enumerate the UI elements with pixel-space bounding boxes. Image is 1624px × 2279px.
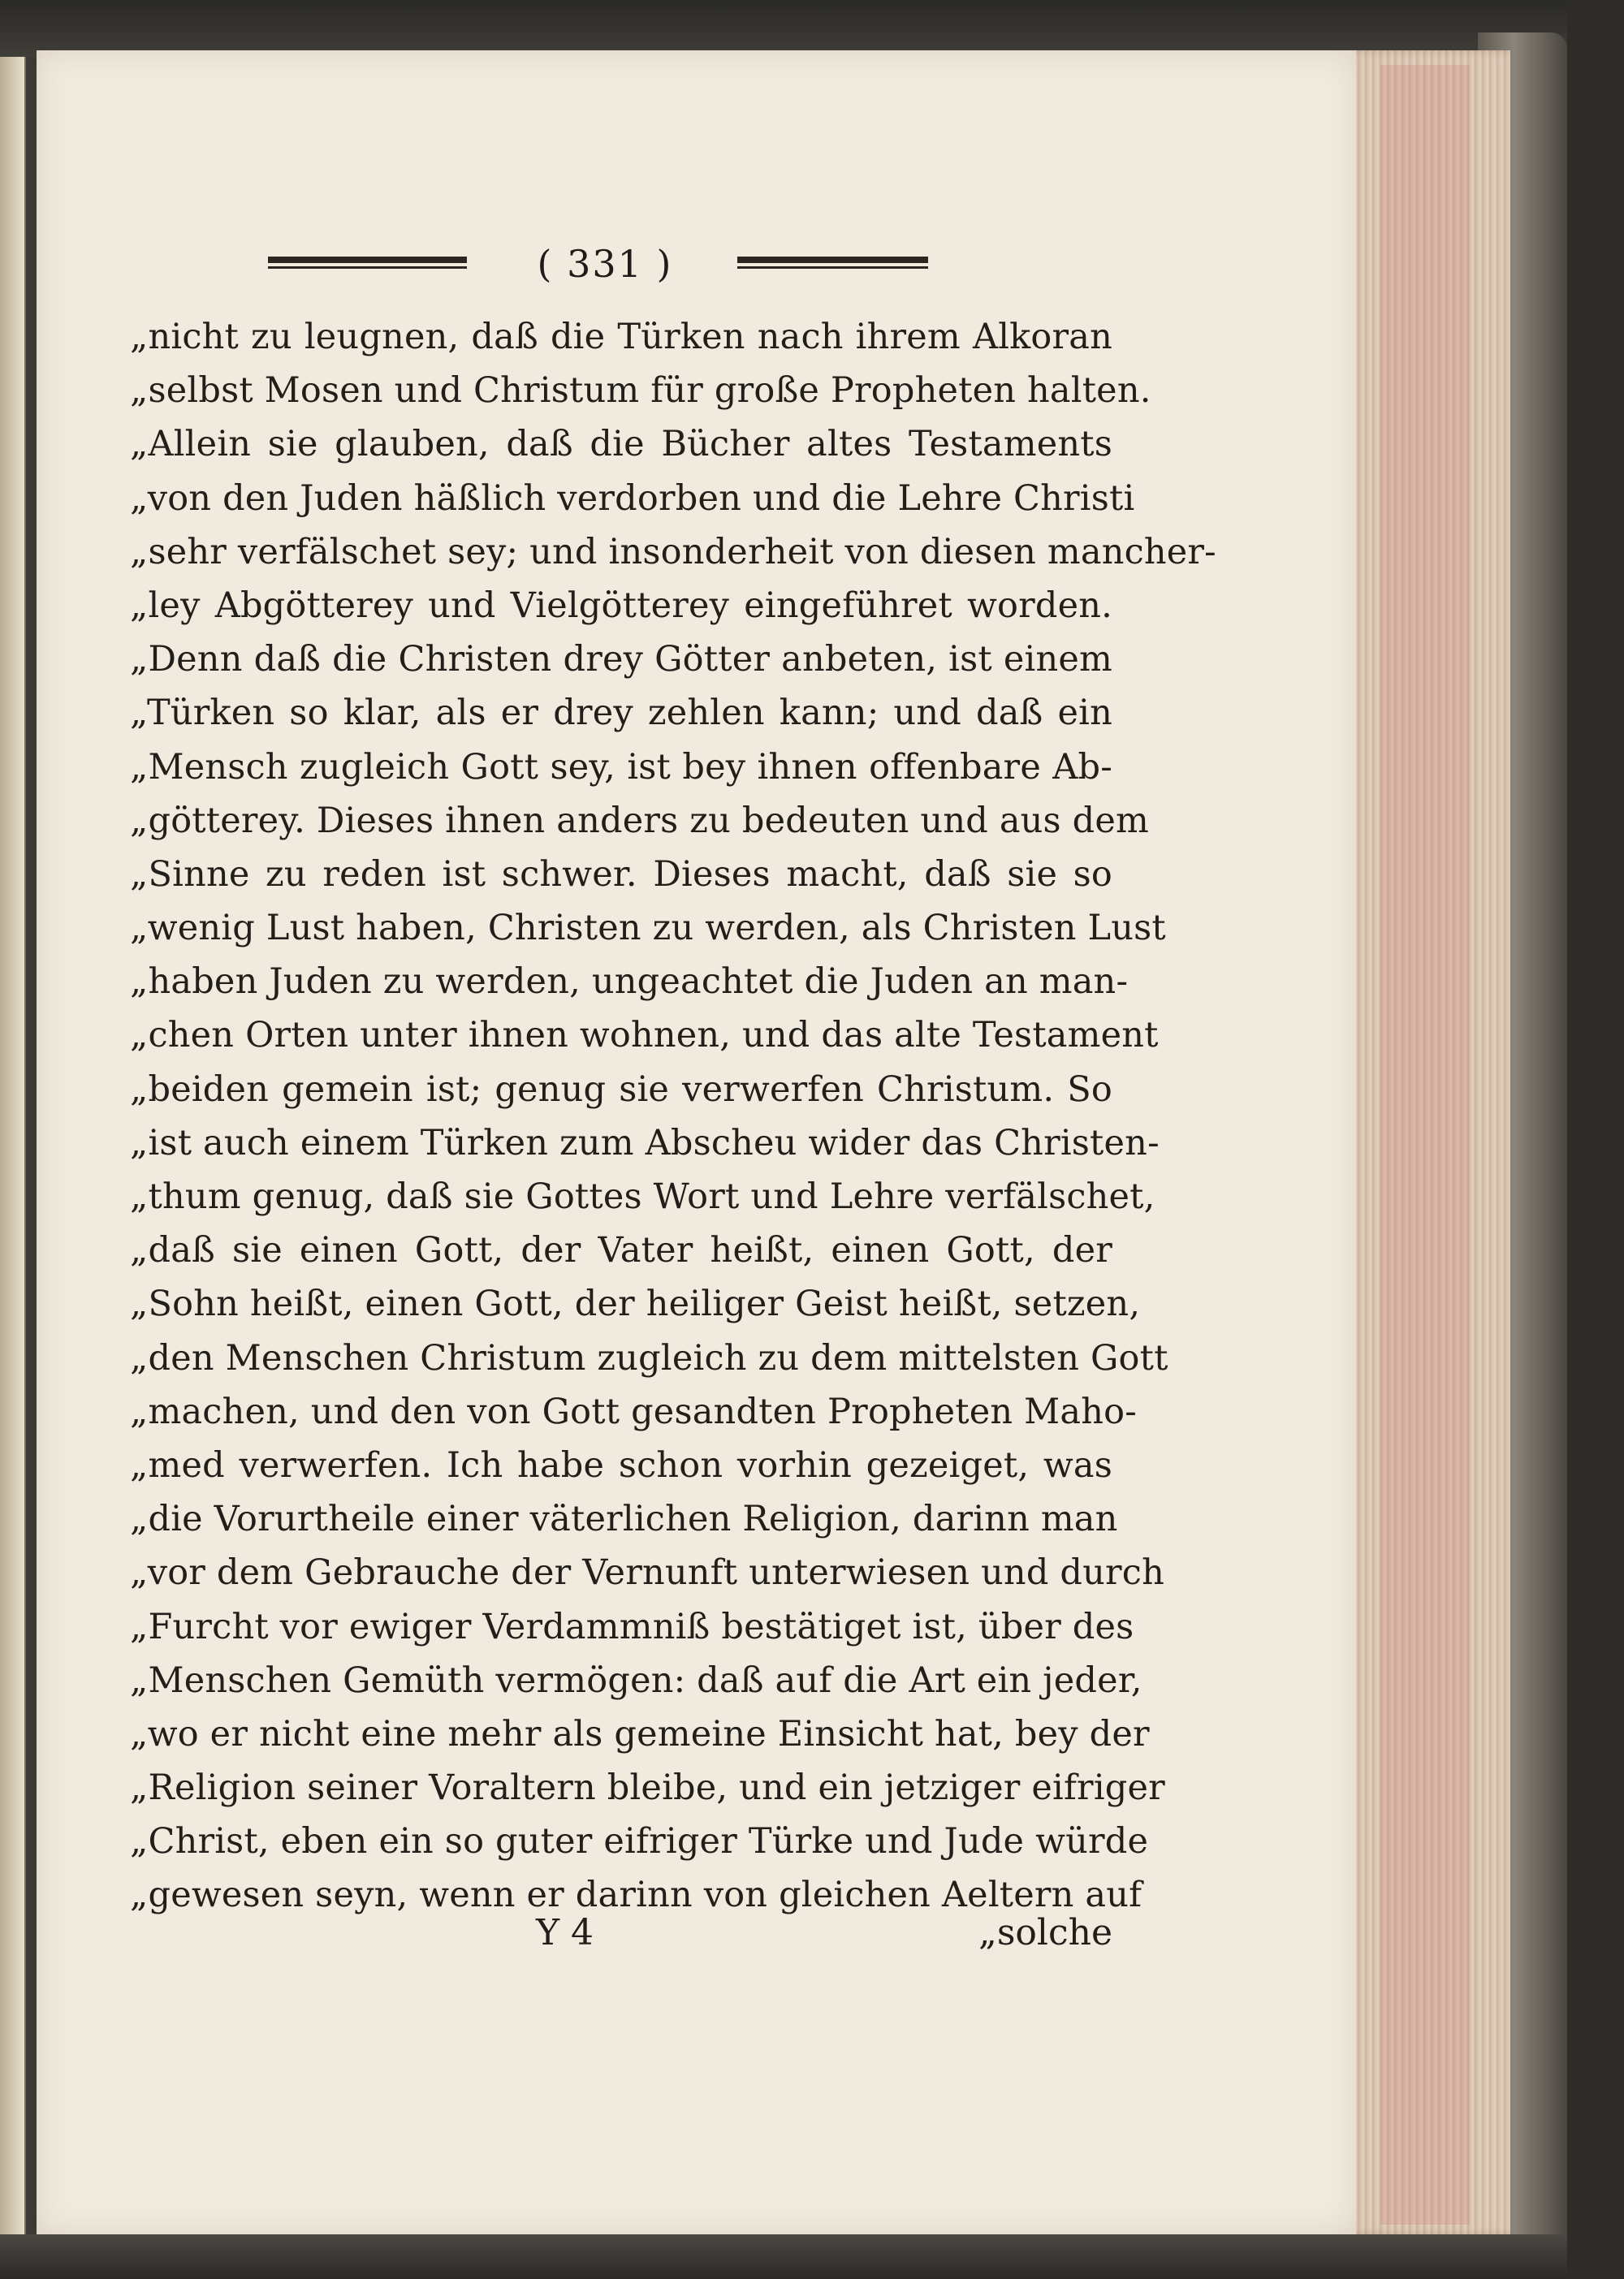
body-text	[130, 310, 1216, 1923]
page-footer	[130, 1912, 1112, 1969]
text-line: „Religion seiner Voraltern bleibe, und ein jetziger eifriger	[130, 1768, 1165, 1809]
header-rule-left	[268, 257, 467, 270]
text-line: „thum genug, daß sie Gottes Wort und Lehre verfälschet,	[130, 1176, 1155, 1217]
text-line: „chen Orten unter ihnen wohnen, und das alte Testament	[130, 1015, 1159, 1056]
scan-background-bottom	[0, 2234, 1567, 2279]
text-line: „von den Juden häßlich verdorben und die Lehre Christi	[130, 477, 1135, 519]
text-line: „die Vorurtheile einer väterlichen Religion, darinn man	[130, 1499, 1118, 1540]
text-line: „ist auch einem Türken zum Abscheu wider das Christen-	[130, 1122, 1160, 1163]
text-line: „haben Juden zu werden, ungeachtet die Juden an man-	[130, 961, 1129, 1003]
fore-edge-red-tint	[1380, 65, 1470, 2225]
text-line: „machen, und den von Gott gesandten Propheten Maho-	[130, 1391, 1137, 1432]
text-line: „beiden gemein ist; genug sie verwerfen Christum. So	[130, 1068, 1112, 1110]
text-line: „sehr verfälschet sey; und insonderheit von diesen mancher-	[130, 531, 1216, 572]
text-line: „den Menschen Christum zugleich zu dem mittelsten Gott	[130, 1337, 1168, 1379]
text-line: „ley Abgötterey und Vielgötterey eingeführet worden.	[130, 585, 1112, 626]
text-line: „Menschen Gemüth vermögen: daß auf die Art ein jeder,	[130, 1660, 1142, 1701]
text-line: „Denn daß die Christen drey Götter anbeten, ist einem	[130, 639, 1112, 680]
text-line: „daß sie einen Gott, der Vater heißt, einen Gott, der	[130, 1230, 1112, 1271]
text-line: „Sohn heißt, einen Gott, der heiliger Geist heißt, setzen,	[130, 1284, 1141, 1325]
text-line: „selbst Mosen und Christum für große Propheten halten.	[130, 370, 1151, 412]
page-header	[268, 242, 934, 291]
text-line: „vor dem Gebrauche der Vernunft unterwiesen und durch	[130, 1552, 1164, 1594]
text-line: „med verwerfen. Ich habe schon vorhin gezeiget, was	[130, 1444, 1112, 1486]
catchword: „solche	[978, 1912, 1112, 1953]
signature-mark: Y 4	[536, 1912, 594, 1953]
text-line: „götterey. Dieses ihnen anders zu bedeuten und aus dem	[130, 800, 1150, 841]
text-line: „Türken so klar, als er drey zehlen kann; und daß ein	[130, 693, 1112, 734]
text-line: „Mensch zugleich Gott sey, ist bey ihnen offenbare Ab-	[130, 746, 1112, 788]
text-line: „wenig Lust haben, Christen zu werden, als Christen Lust	[130, 908, 1166, 949]
text-line: „wo er nicht eine mehr als gemeine Einsicht hat, bey der	[130, 1713, 1150, 1755]
scan-background-right	[1567, 0, 1624, 2279]
text-line: „Sinne zu reden ist schwer. Dieses macht, daß sie so	[130, 853, 1112, 895]
header-rule-right	[737, 257, 928, 270]
text-line: „Allein sie glauben, daß die Bücher altes Testaments	[130, 424, 1112, 465]
left-page-edge	[0, 57, 26, 2249]
page-number: ( 331 )	[537, 242, 673, 286]
text-line: „gewesen seyn, wenn er darinn von gleichen Aeltern auf	[130, 1875, 1142, 1916]
scan-background-top	[0, 0, 1624, 57]
text-line: „Furcht vor ewiger Verdammniß bestätiget ist, über des	[130, 1606, 1134, 1647]
text-line: „Christ, eben ein so guter eifriger Türke und Jude würde	[130, 1821, 1149, 1862]
text-line: „nicht zu leugnen, daß die Türken nach ihrem Alkoran	[130, 317, 1112, 357]
